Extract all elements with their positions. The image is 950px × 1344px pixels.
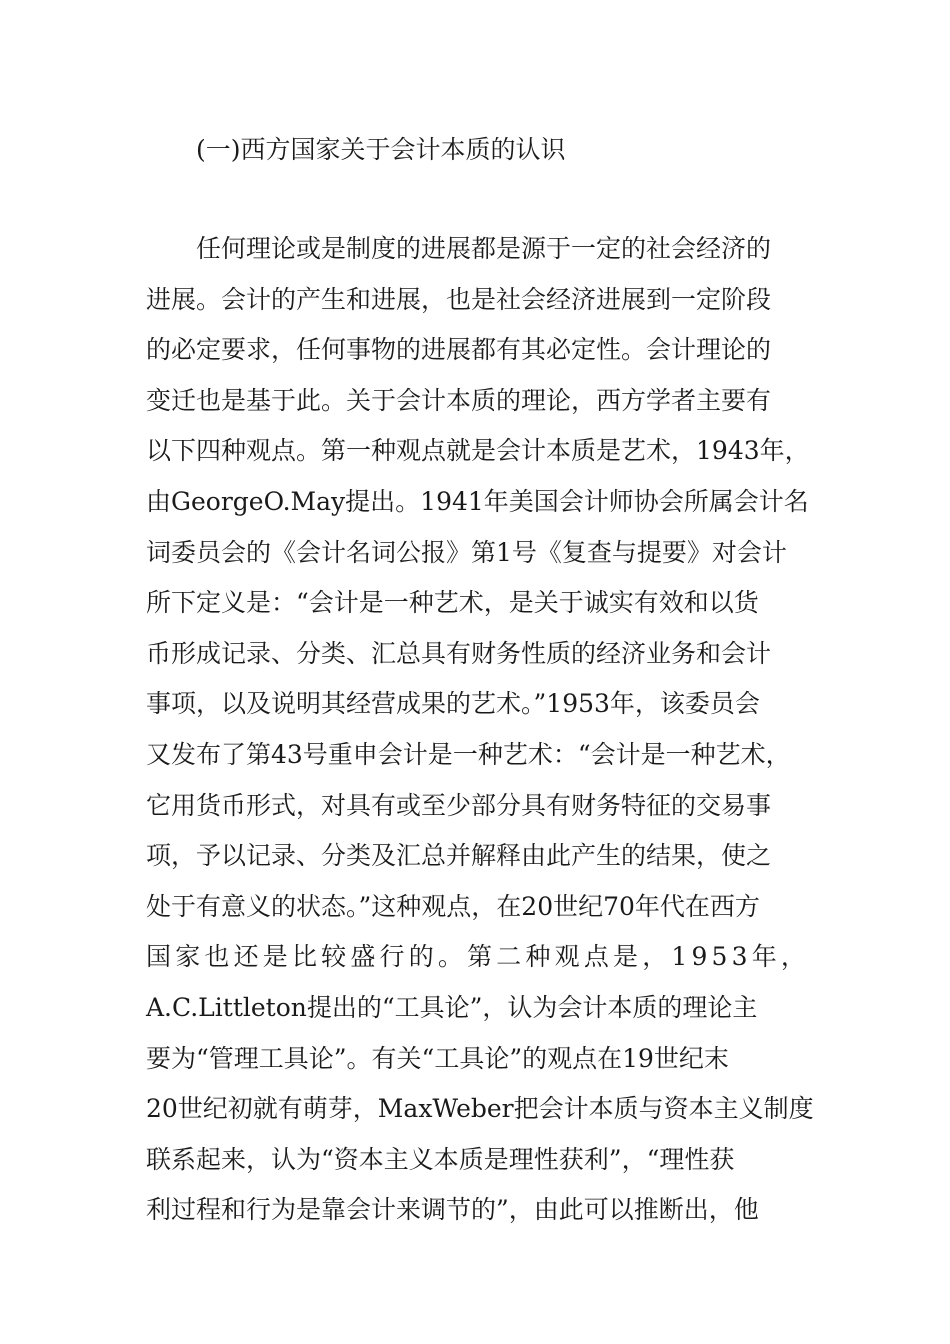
text-glyph: 也 [204, 942, 230, 972]
text-glyph: 是 [613, 942, 639, 972]
text-glyph: 点 [583, 942, 609, 972]
text-glyph: 9 [691, 942, 708, 972]
text-line: 处于有意义的状态。”这种观点，在20世纪70年代在西方 [146, 891, 760, 921]
text-line: 又发布了第43号重申会计是一种艺术：“会计是一种艺术， [146, 739, 791, 769]
section-heading: (一)西方国家关于会计本质的认识 [196, 135, 566, 164]
text-glyph: 。 [437, 942, 463, 972]
text-glyph: 3 [731, 942, 748, 972]
text-line: 由GeorgeO.May提出。1941年美国会计师协会所属会计名 [146, 486, 809, 516]
text-glyph: 1 [671, 942, 688, 972]
text-line: A.C.Littleton提出的“工具论”，认为会计本质的理论主 [146, 992, 758, 1022]
text-glyph: 种 [525, 942, 551, 972]
text-glyph: 的 [408, 942, 434, 972]
text-line: 联系起来，认为“资本主义本质是理性获利”，“理性获 [146, 1144, 735, 1174]
text-line: 利过程和行为是靠会计来调节的”，由此可以推断出，他 [146, 1195, 759, 1225]
text-line: 变迁也是基于此。关于会计本质的理论，西方学者主要有 [146, 385, 772, 415]
text-glyph: 比 [291, 942, 317, 972]
text-line: 任何理论或是制度的进展都是源于一定的社会经济的 [196, 234, 772, 263]
text-glyph: 观 [554, 942, 580, 972]
text-line: 它用货币形式，对具有或至少部分具有财务特征的交易事 [146, 790, 772, 820]
text-line: 以下四种观点。第一种观点就是会计本质是艺术，1943年， [146, 436, 810, 466]
body-paragraph [146, 224, 814, 1236]
text-glyph: 较 [321, 942, 347, 972]
text-line: 项，予以记录、分类及汇总并解释由此产生的结果，使之 [146, 841, 772, 871]
text-line: 要为“管理工具论”。有关“工具论”的观点在19世纪末 [146, 1043, 729, 1073]
text-line: 币形成记录、分类、汇总具有财务性质的经济业务和会计 [146, 638, 772, 668]
text-line: 的必定要求，任何事物的进展都有其必定性。会计理论的 [146, 335, 772, 365]
text-glyph: 盛 [350, 942, 376, 972]
text-glyph: 5 [711, 942, 728, 972]
text-line: 进展。会计的产生和进展，也是社会经济进展到一定阶段 [146, 284, 772, 314]
text-glyph: 还 [233, 942, 259, 972]
text-glyph: 国 [146, 942, 172, 972]
text-line: 词委员会的《会计名词公报》第1号《复查与提要》对会计 [146, 537, 787, 567]
text-glyph: 二 [496, 942, 522, 972]
text-glyph: 第 [467, 942, 493, 972]
text-glyph: 家 [175, 942, 201, 972]
text-glyph: 行 [379, 942, 405, 972]
text-line: 20世纪初就有萌芽，MaxWeber把会计本质与资本主义制度 [146, 1094, 814, 1124]
text-line: 所下定义是：“会计是一种艺术，是关于诚实有效和以货 [146, 588, 759, 618]
text-line-justified [146, 932, 806, 983]
text-glyph: 年 [751, 942, 777, 972]
text-glyph: ， [780, 942, 806, 972]
text-glyph: ， [642, 942, 668, 972]
text-glyph: 是 [262, 942, 288, 972]
text-line: 事项，以及说明其经营成果的艺术。”1953年，该委员会 [146, 689, 760, 719]
